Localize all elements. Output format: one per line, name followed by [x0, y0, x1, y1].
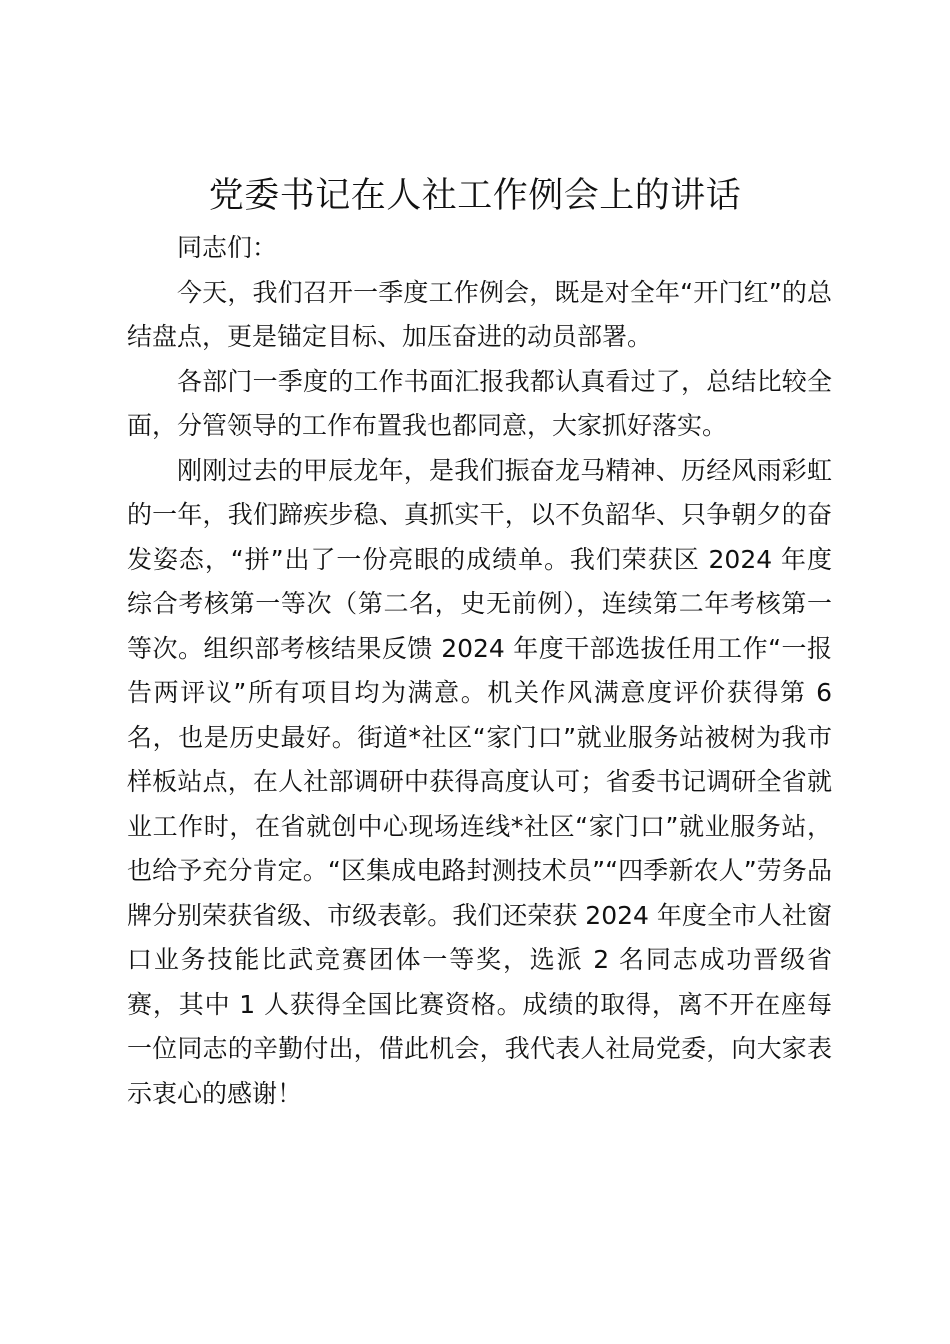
paragraph-2: 各部门一季度的工作书面汇报我都认真看过了，总结比较全面，分管领导的工作布置我也都同意，大家抓好落实。: [127, 366, 832, 440]
salutation: 同志们：: [177, 233, 278, 262]
paragraph-3: 刚刚过去的甲辰龙年，是我们振奋龙马精神、历经风雨彩虹的一年，我们蹄疾步稳、真抓实干，以不负韶华、只争朝夕的奋发姿态，“拼”出了一份亮眼的成绩单。我们荣获区 2024 年度综合考核第一等次（第二名，史无前例），连续第二年考核第一等次。组织部考核结果反馈 2024 年度干部选拔任用工作“一报告两评议”所有项目均为满意。机关作风满意度评价获得第 6 名，也是历史最好。街道*社区“家门口”就业服务站被树为我市样板站点，在人社部调研中获得高度认可；省委书记调研全省就业工作时，在省就创中心现场连线*社区“家门口”就业服务站，也给予充分肯定。“区集成电路封测技术员”“四季新农人”劳务品牌分别荣获省级、市级表彰。我们还荣获 2024 年度全市人社窗口业务技能比武竞赛团体一等奖，选派 2 名同志成功晋级省赛，其中 1 人获得全国比赛资格。成绩的取得，离不开在座每一位同志的辛勤付出，借此机会，我代表人社局党委，向大家表示衷心的感谢！: [127, 455, 832, 1108]
document-title: 党委书记在人社工作例会上的讲话: [208, 176, 742, 216]
paragraph-1: 今天，我们召开一季度工作例会，既是对全年“开门红”的总结盘点，更是锚定目标、加压奋进的动员部署。: [127, 277, 832, 351]
document-body: [127, 226, 832, 1116]
